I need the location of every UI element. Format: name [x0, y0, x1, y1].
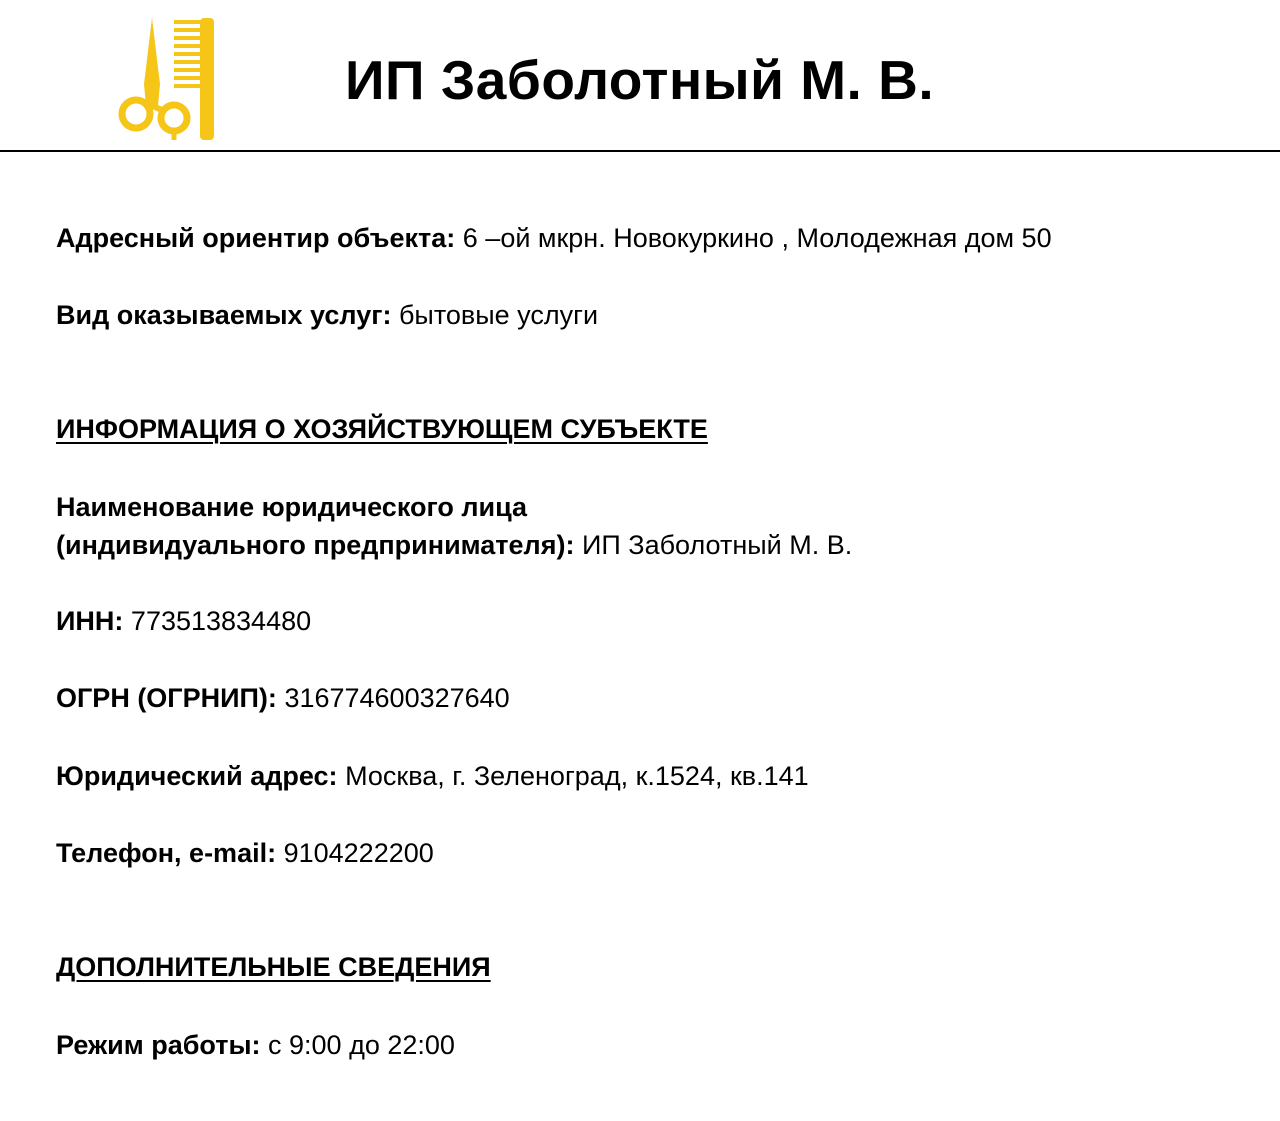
services-value: бытовые услуги: [398, 300, 599, 330]
legal-address-label: Юридический адрес:: [56, 761, 338, 791]
page-header: [0, 0, 1280, 152]
entity-name-label-line1: [56, 488, 527, 526]
entity-name-row: [56, 526, 852, 564]
hours-label: Режим работы:: [56, 1030, 261, 1060]
ogrn-label: ОГРН (ОГРНИП):: [56, 683, 277, 713]
inn-row: [56, 602, 311, 640]
hours-value: с 9:00 до 22:00: [268, 1030, 455, 1060]
hours-row: [56, 1026, 455, 1064]
entity-name-value: ИП Заболотный М. В.: [581, 530, 853, 560]
services-label: Вид оказываемых услуг:: [56, 300, 392, 330]
entity-name-label-continued: (индивидуального предпринимателя):: [56, 530, 575, 560]
entity-section-heading: ИНФОРМАЦИЯ О ХОЗЯЙСТВУЮЩЕМ СУБЪЕКТЕ: [56, 414, 708, 444]
legal-address-row: [56, 757, 809, 795]
inn-label: ИНН:: [56, 606, 124, 636]
additional-section-heading: ДОПОЛНИТЕЛЬНЫЕ СВЕДЕНИЯ: [56, 952, 491, 982]
contact-row: [56, 834, 434, 872]
address-label: Адресный ориентир объекта:: [56, 223, 456, 253]
page-title: ИП Заболотный М. В.: [345, 49, 935, 111]
contact-label: Телефон, e-mail:: [56, 838, 277, 868]
legal-address-value: Москва, г. Зеленоград, к.1524, кв.141: [345, 761, 809, 791]
contact-value: 9104222200: [283, 838, 434, 868]
comb-and-scissors-icon: [112, 14, 222, 144]
entity-name-label: Наименование юридического лица: [56, 492, 528, 522]
services-row: [56, 296, 598, 334]
address-row: [56, 219, 1052, 257]
address-value: 6 –ой мкрн. Новокуркино , Молодежная дом 50: [462, 223, 1052, 253]
ogrn-value: 316774600327640: [284, 683, 510, 713]
ogrn-row: [56, 679, 510, 717]
inn-value: 773513834480: [130, 606, 312, 636]
